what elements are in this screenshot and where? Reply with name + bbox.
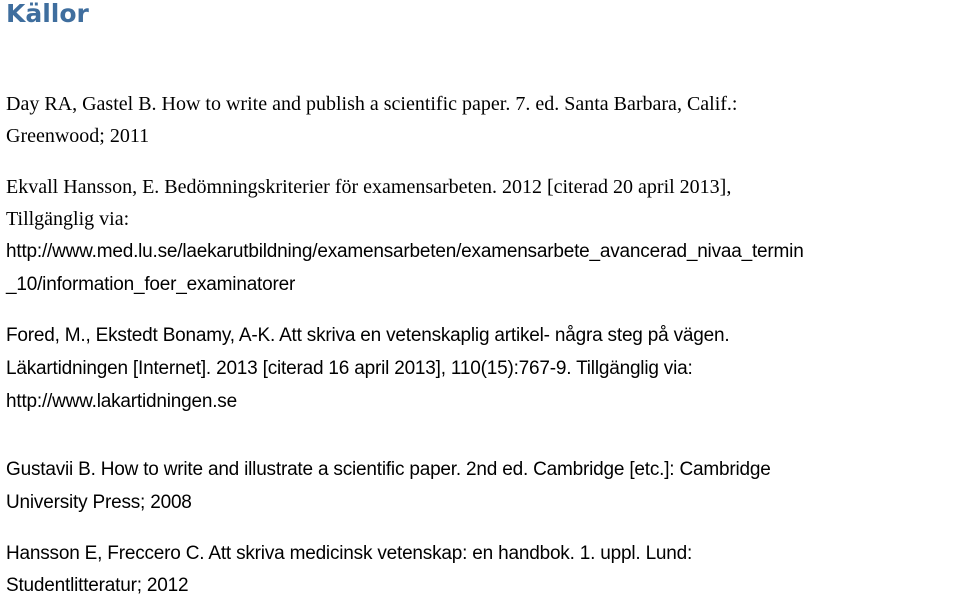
reference-2-url-line-1: http://www.med.lu.se/laekarutbildning/examensarbeten/examensarbete_avancerad_nivaa_termin (6, 241, 804, 262)
reference-2-line-1: Ekvall Hansson, E. Bedömningskriterier för examensarbeten. 2012 [citerad 20 april 2013], (6, 176, 732, 198)
reference-2-url-line-2: _10/information_foer_examinatorer (6, 274, 296, 295)
reference-1-line-2: Greenwood; 2011 (6, 125, 150, 147)
reference-1-line-1: Day RA, Gastel B. How to write and publish a scientific paper. 7. ed. Santa Barbara, Calif.: (6, 93, 738, 115)
reference-2-line-2: Tillgänglig via: (6, 208, 130, 230)
reference-5-line-1: Hansson E, Freccero C. Att skriva medicinsk vetenskap: en handbok. 1. uppl. Lund: (6, 543, 693, 564)
reference-4-line-2: University Press; 2008 (6, 492, 192, 513)
reference-3-line-2: Läkartidningen [Internet]. 2013 [citerad 16 april 2013], 110(15):767-9. Tillgänglig via: (6, 358, 693, 379)
reference-5-line-2: Studentlitteratur; 2012 (6, 575, 189, 596)
reference-3-line-1: Fored, M., Ekstedt Bonamy, A-K. Att skriva en vetenskaplig artikel- några steg på vägen. (6, 325, 730, 346)
reference-3-url: http://www.lakartidningen.se (6, 391, 237, 412)
page-title: Källor (6, 0, 89, 28)
reference-4-line-1: Gustavii B. How to write and illustrate a scientific paper. 2nd ed. Cambridge [etc.]: Cambridge (6, 459, 771, 480)
